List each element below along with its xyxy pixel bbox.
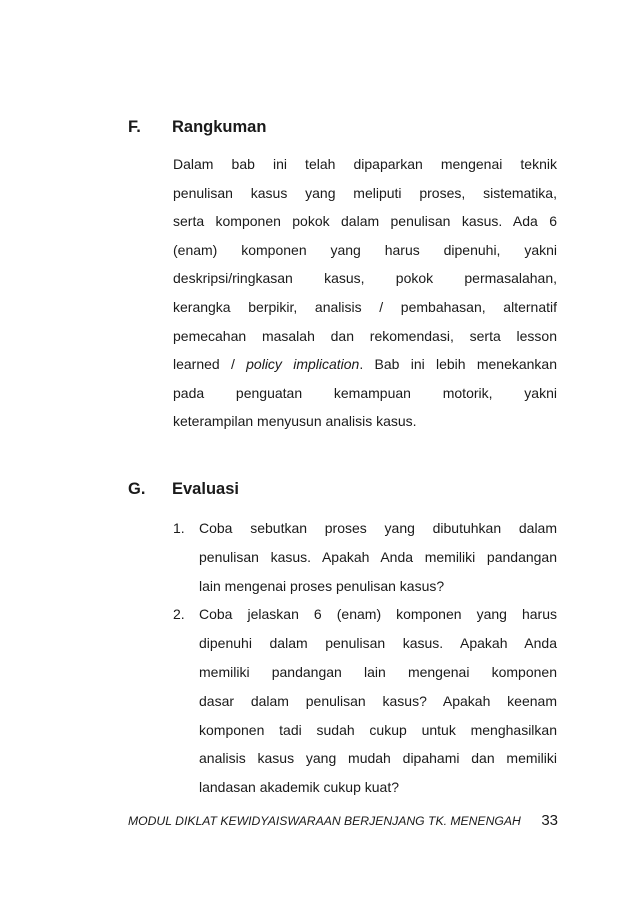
text-line: Coba jelaskan 6 (enam) komponen yang harus (199, 606, 557, 623)
text-line: komponen tadi sudah cukup untuk menghasilkan (199, 721, 557, 738)
text-line-mixed (173, 350, 557, 379)
section-title: Evaluasi (172, 480, 239, 498)
text-line: dasar dalam penulisan kasus? Apakah keenam (199, 692, 557, 709)
text-line: dipenuhi dalam penulisan kasus. Apakah Anda (199, 635, 557, 652)
text-segment: . Bab ini lebih menekankan (359, 356, 557, 373)
text-line: Dalam bab ini telah dipaparkan mengenai teknik (173, 156, 557, 172)
text-line: analisis kasus yang mudah dipahami dan memiliki (199, 750, 557, 767)
text-line: keterampilan menyusun analisis kasus. (173, 413, 417, 430)
italic-term: policy implication (246, 356, 360, 373)
text-line: memiliki pandangan lain mengenai komponen (199, 663, 557, 680)
list-number: 2. (173, 606, 185, 623)
text-line: penulisan kasus. Apakah Anda memiliki pandangan (199, 548, 557, 565)
evaluation-list (173, 514, 557, 802)
text-line: kerangka berpikir, analisis / pembahasan, alternatif (173, 298, 557, 315)
text-segment: learned / (173, 356, 247, 373)
list-number: 1. (173, 520, 185, 536)
text-line: deskripsi/ringkasan kasus, pokok permasalahan, (173, 270, 557, 287)
text-line: pada penguatan kemampuan motorik, yakni (173, 384, 557, 401)
section-title: Rangkuman (172, 118, 267, 136)
section-letter: G. (128, 480, 146, 498)
summary-paragraph (173, 150, 557, 436)
text-line: pemecahan masalah dan rekomendasi, serta lesson (173, 327, 557, 344)
text-line: lain mengenai proses penulisan kasus? (199, 577, 445, 594)
list-item (173, 600, 557, 802)
text-line: serta komponen pokok dalam penulisan kasus. Ada 6 (173, 213, 557, 230)
text-line: Coba sebutkan proses yang dibutuhkan dalam (199, 520, 557, 536)
footer-title: MODUL DIKLAT KEWIDYAISWARAAN BERJENJANG TK. MENENGAH (128, 814, 521, 828)
text-line: penulisan kasus yang meliputi proses, sistematika, (173, 184, 557, 201)
list-item (173, 514, 557, 600)
text-line: (enam) komponen yang harus dipenuhi, yakni (173, 241, 557, 258)
text-line: landasan akademik cukup kuat? (199, 779, 400, 796)
section-letter: F. (128, 118, 141, 136)
page-number: 33 (541, 812, 558, 829)
